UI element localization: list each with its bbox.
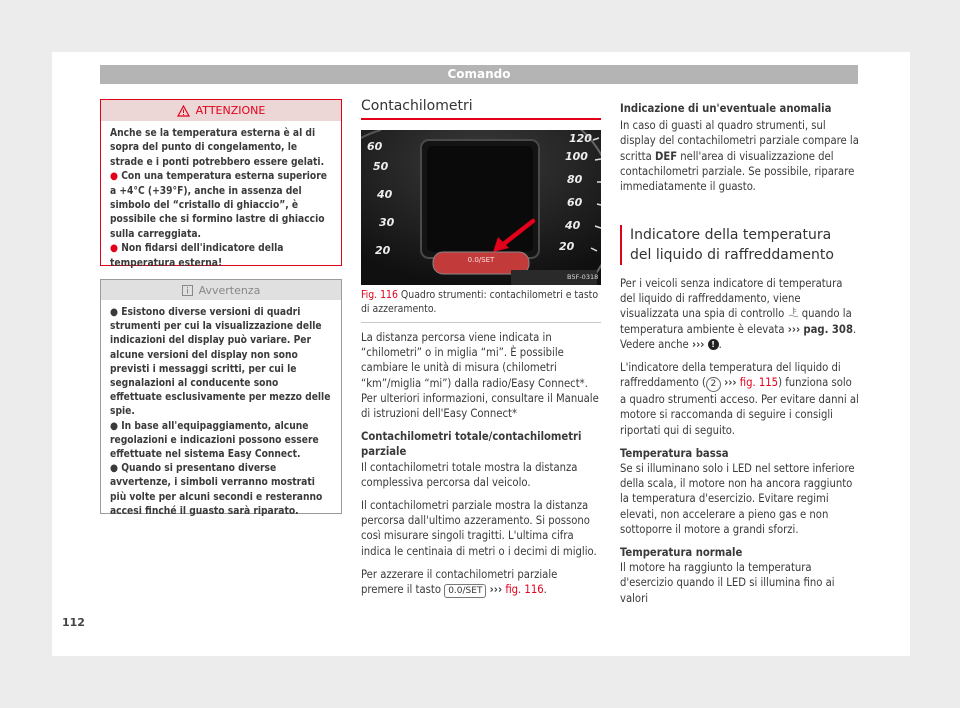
paragraph: Per azzerare il contachilometri parziale premere il tasto 0.0/SET ››› fig. 116. (361, 567, 558, 597)
note-bullet: ● Esistono diverse versioni di quadri strumenti per cui la visualizzazione delle indicazioni del display può variare. Per alcune versioni del display non sono previsti i messaggi scritti, per cui le segnalazioni al conducente sono effettuate esclusivamente per mezzo delle spie. (110, 307, 331, 418)
note-bullet: ● Quando si presentano diverse avvertenze, i simboli verranno mostrati più volte per alcuni secondi e resteranno accesi finché il guasto sarà riparato. (110, 463, 323, 517)
section-title: Contachilometri (361, 98, 473, 114)
figure-link[interactable]: fig. 115 (739, 376, 779, 390)
paragraph: In caso di guasti al quadro strumenti, sul display del contachilometri parziale compare la scritta DEF nell'area di visualizzazione del contachilometri parziale. Se possibile, riparare immediatamente il guasto. (620, 119, 859, 194)
subsection-title: Temperatura normale (620, 546, 743, 560)
coolant-temperature-icon (788, 307, 799, 318)
dial-number: 40 (377, 188, 393, 201)
coolant-section-heading: Indicatore della temperatura del liquido di raffreddamento (620, 225, 855, 265)
paragraph: Il contachilometri totale mostra la distanza complessiva percorsa dal veicolo. (361, 460, 578, 489)
pointer-arrow-icon (489, 218, 537, 254)
paragraph: L'indicatore della temperatura del liquido di raffreddamento ( 2 ››› fig. 115) funziona solo a quadro strumenti acceso. Per evitare danni al motore si raccomanda di seguire i consigli riportati qui di seguito. (620, 361, 859, 437)
section-rule (361, 118, 601, 120)
warning-title: ATTENZIONE (195, 104, 266, 117)
section-heading-odometer (361, 98, 601, 120)
warning-reference-icon: ! (708, 339, 719, 350)
note-body (101, 300, 341, 519)
note-header (101, 280, 341, 300)
info-icon (182, 285, 193, 296)
dial-number: 80 (567, 173, 583, 186)
warning-header (101, 100, 341, 121)
warning-bullet: ● Con una temperatura esterna superiore a +4°C (+39°F), anche in assenza del simbolo del “cristallo di ghiaccio”, è possibile che si formino lastre di ghiaccio sulla carreggiata. (110, 171, 327, 240)
warning-intro: Anche se la temperatura esterna è al di sopra del punto di congelamento, le strade e i ponti potrebbero essere gelati. (110, 128, 325, 168)
note-title: Avvertenza (198, 283, 261, 297)
subsection-title: Temperatura bassa (620, 446, 729, 460)
warning-triangle-icon (177, 105, 190, 117)
warning-box (100, 99, 342, 269)
page-header: Comando (100, 65, 858, 84)
subsection-title: Contachilometri totale/contachilometri parziale (361, 430, 582, 459)
coolant-text (620, 276, 860, 606)
page-link[interactable]: pag. 308 (803, 322, 853, 336)
key-reset: 0.0/SET (444, 584, 486, 598)
figure-link[interactable]: fig. 116 (505, 583, 544, 597)
callout-number: 2 (706, 377, 721, 392)
dial-number: 120 (569, 132, 592, 145)
note-box (100, 279, 342, 517)
reset-button: 0.0/SET (467, 256, 495, 264)
dial-number: 30 (379, 216, 395, 229)
caption-label: Fig. 116 (361, 289, 398, 301)
warning-bullet: ● Non fidarsi dell'indicatore della temperatura esterna! (110, 243, 284, 269)
paragraph: Per i veicoli senza indicatore di temperatura del liquido di raffreddamento, viene visualizzata una spia di controllo quando la temperatura ambiente è elevata ››› pag. 308. Vedere anche ››› ! . (620, 277, 857, 351)
dial-number: 60 (567, 196, 583, 209)
dial-number: 60 (367, 140, 383, 153)
subsection-title: Indicazione di un'eventuale anomalia (620, 102, 832, 115)
paragraph: Il motore ha raggiunto la temperatura d'esercizio quando il LED si illumina fino ai valori (620, 561, 835, 605)
figure-caption (361, 288, 601, 323)
odometer-text (361, 330, 601, 598)
dial-number: 40 (565, 219, 581, 232)
caption-rule (361, 322, 601, 323)
caption-text: Quadro strumenti: contachilometri e tasto di azzeramento. (361, 289, 599, 315)
note-bullet: ● In base all'equipaggiamento, alcune regolazioni e indicazioni possono essere effettuate nel sistema Easy Connect. (110, 420, 319, 461)
dial-number: 50 (373, 160, 389, 173)
figure-code: B5F-0318 (567, 273, 599, 281)
paragraph: Se si illuminano solo i LED nel settore inferiore della scala, il motore non ha ancora raggiunto la temperatura d'esercizio. Evitare regimi elevati, non accelerare a pieno gas e non sottoporre il motore a grandi sforzi. (620, 462, 855, 536)
dial-number: 20 (559, 240, 575, 253)
anomaly-section (620, 101, 860, 194)
instrument-cluster-image (361, 130, 601, 285)
paragraph: Il contachilometri parziale mostra la distanza percorsa dall'ultimo azzeramento. Si possono così misurare singoli tragitti. L'ultima cifra indica le centinaia di metri o i decimi di miglio. (361, 499, 597, 558)
dial-number: 100 (565, 150, 588, 163)
warning-body (101, 121, 341, 271)
dial-number: 20 (375, 244, 391, 257)
paragraph: La distanza percorsa viene indicata in “chilometri” o in miglia “mi”. È possibile cambiare le unità di misura (chilometri “km”/miglia “mi”) dalla radio/Easy Connect*. Per ulteriori informazioni, consultare il Manuale di istruzioni dell'Easy Connect* (361, 331, 599, 421)
page-number: 112 (62, 616, 85, 629)
